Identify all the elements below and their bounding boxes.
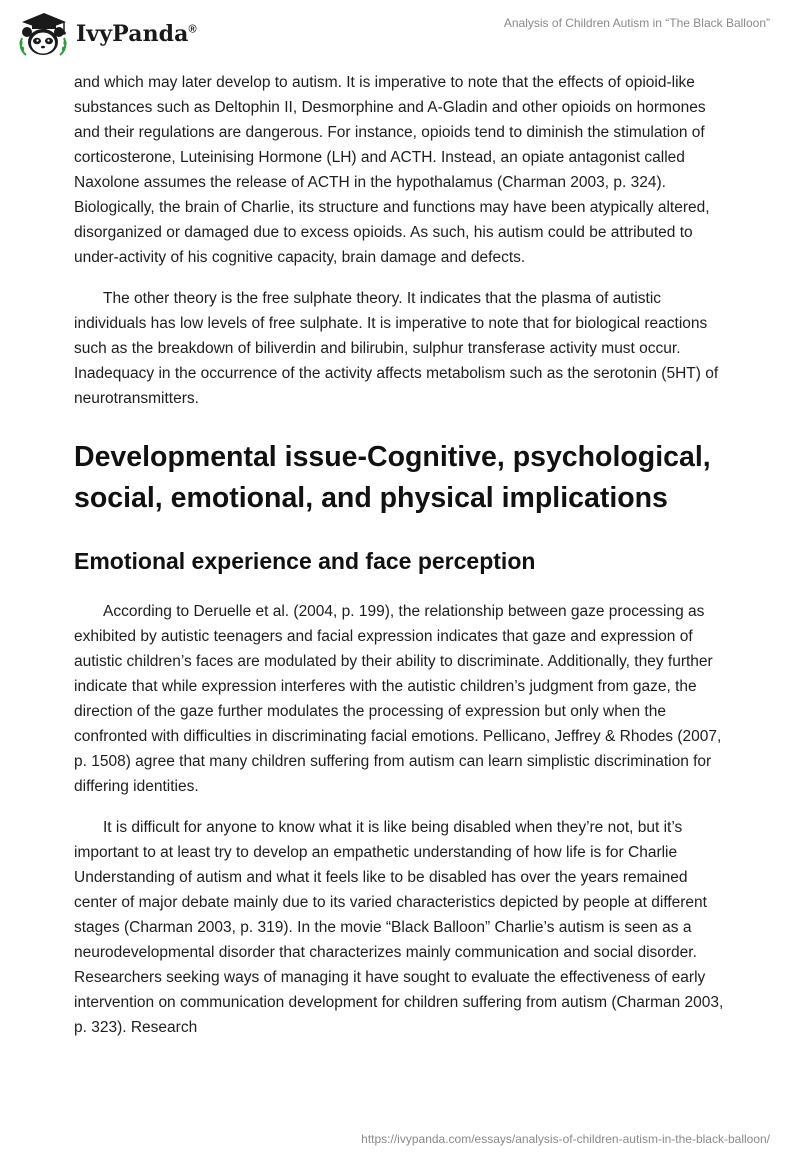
page-header bbox=[0, 0, 800, 70]
paragraph-face-perception: According to Deruelle et al. (2004, p. 199), the relationship between gaze processing as exhibited by autistic teenagers and facial expression indicates that gaze and expression of autistic children’s faces are modulated by their ability to discriminate. Additionally, they further indicate that while expression interferes with the autistic children’s judgment from gaze, the direction of the gaze further modulates the processing of expression but only when the confronted with difficulties in discriminating facial emotions. Pellicano, Jeffrey & Rhodes (2007, p. 1508) agree that many children suffering from autism can learn simplistic discrimination for differing identities. bbox=[74, 603, 722, 795]
paragraph-empathetic-understanding: It is difficult for anyone to know what it is like being disabled when they’re not, but it’s important to at least try to develop an empathetic understanding of how life is for Charlie Understanding of autism and what it feels like to be disabled has over the years remained center of major debate mainly due to its varied characteristics depicted by people at different stages (Charman 2003, p. 319). In the movie “Black Balloon” Charlie’s autism is seen as a neurodevelopmental disorder that characterizes mainly communication and social disorder. Researchers seeking ways of managing it have sought to evaluate the effectiveness of early intervention on communication development for children suffering from autism (Charman 2003, p. 323). Research bbox=[74, 819, 724, 1036]
source-url[interactable]: https://ivypanda.com/essays/analysis-of-children-autism-in-the-black-balloon/ bbox=[361, 1132, 770, 1146]
panda-graduate-icon bbox=[14, 8, 70, 60]
subsection-heading: Emotional experience and face perception bbox=[74, 548, 536, 574]
section-heading: Developmental issue-Cognitive, psychological, social, emotional, and physical implications bbox=[74, 441, 711, 514]
ivypanda-logo[interactable] bbox=[14, 8, 197, 60]
paragraph-opioid-theory: and which may later develop to autism. It is imperative to note that the effects of opioid-like substances such as Deltophin II, Desmorphine and A-Gladin and other opioids on hormones and their regulations are dangerous. For instance, opioids tend to diminish the stimulation of corticosterone, Luteinising Hormone (LH) and ACTH. Instead, an opiate antagonist called Naxolone assumes the release of ACTH in the hypothalamus (Charman 2003, p. 324). Biologically, the brain of Charlie, its structure and functions may have been atypically altered, disorganized or damaged due to excess opioids. As such, his autism could be attributed to under-activity of his cognitive capacity, brain damage and defects. bbox=[74, 74, 710, 266]
brand-name: IvyPanda® bbox=[76, 21, 197, 47]
essay-body bbox=[74, 70, 734, 1056]
paragraph-sulphate-theory: The other theory is the free sulphate theory. It indicates that the plasma of autistic individuals has low levels of free sulphate. It is imperative to note that for biological reactions such as the breakdown of biliverdin and bilirubin, sulphur transferase activity must occur. Inadequacy in the occurrence of the activity affects metabolism such as the serotonin (5HT) of neurotransmitters. bbox=[74, 290, 719, 407]
registered-mark: ® bbox=[188, 23, 197, 36]
document-title: Analysis of Children Autism in “The Black Balloon” bbox=[503, 16, 770, 30]
